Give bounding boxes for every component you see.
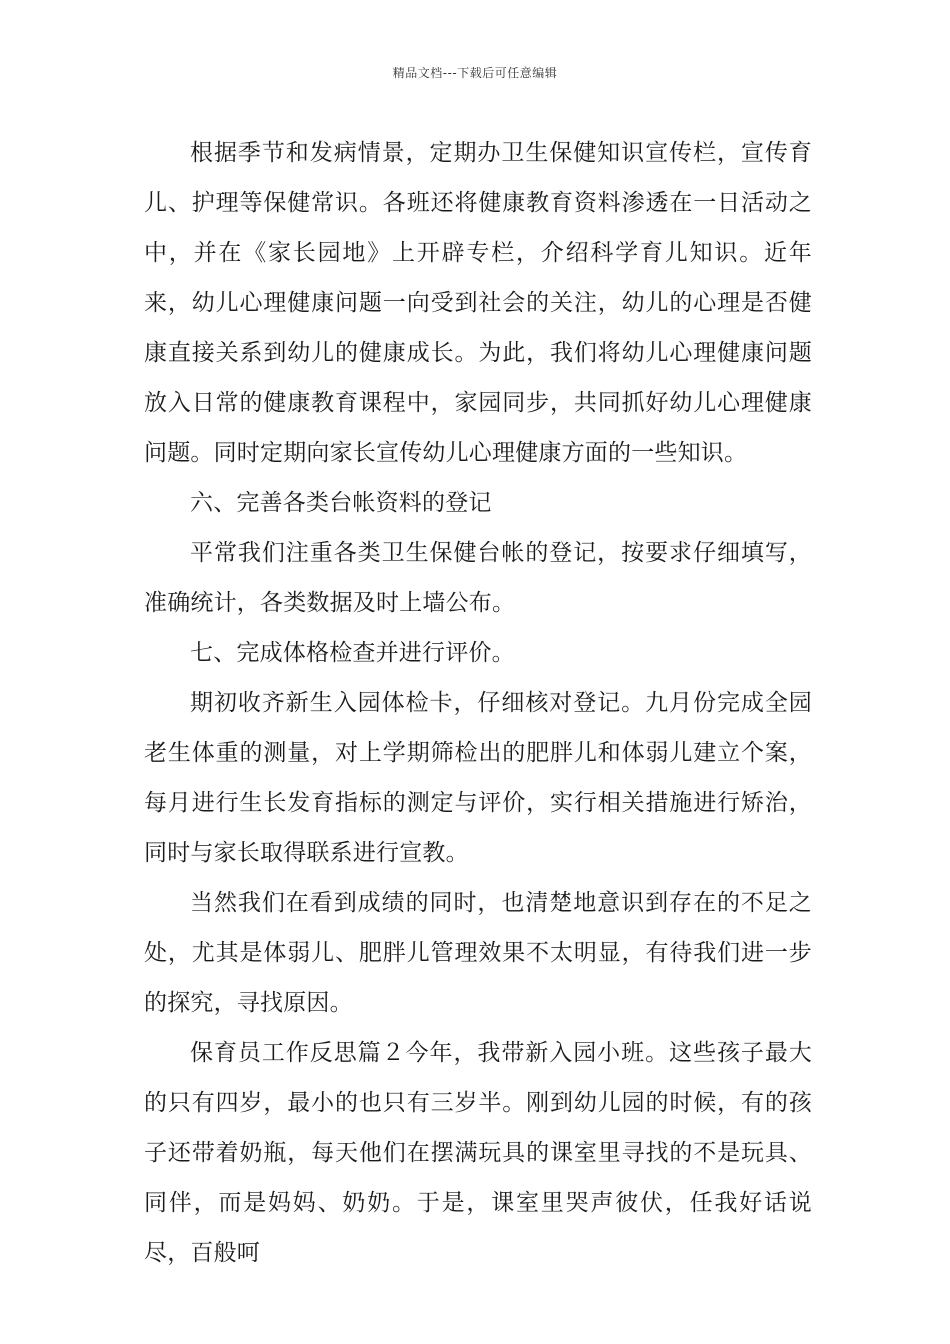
paragraph-reflection-2: 保育员工作反思篇２今年，我带新入园小班。这些孩子最大的只有四岁，最小的也只有三岁半。刚到幼儿园的时候，有的孩子还带着奶瓶，每天他们在摆满玩具的课室里寻找的不是玩具、同伴，而是妈妈、奶奶。于是，课室里哭声彼伏，任我好话说尽，百般呵 <box>144 1040 812 1266</box>
section-heading-six: 六、完善各类台帐资料的登记 <box>190 490 492 516</box>
paragraph-health-education: 根据季节和发病情景，定期办卫生保健知识宣传栏，宣传育儿、护理等保健常识。各班还将健康教育资料渗透在一日活动之中，并在《家长园地》上开辟专栏，介绍科学育儿知识。近年来，幼儿心理健康问题一向受到社会的关注，幼儿的心理是否健康直接关系到幼儿的健康成长。为此，我们将幼儿心理健康问题放入日常的健康教育课程中，家园同步，共同抓好幼儿心理健康问题。同时定期向家长宣传幼儿心理健康方面的一些知识。 <box>144 140 812 466</box>
paragraph-physical-exam: 期初收齐新生入园体检卡，仔细核对登记。九月份完成全园老生体重的测量，对上学期筛检出的肥胖儿和体弱儿建立个案，每月进行生长发育指标的测定与评价，实行相关措施进行矫治，同时与家长取得联系进行宣教。 <box>144 690 812 866</box>
paragraph-records: 平常我们注重各类卫生保健台帐的登记，按要求仔细填写，准确统计，各类数据及时上墙公布。 <box>144 540 812 616</box>
document-body <box>144 128 812 1278</box>
section-heading-seven: 七、完成体格检查并进行评价。 <box>190 640 515 666</box>
page-header: 精品文档---下载后可任意编辑 <box>392 66 558 80</box>
paragraph-shortcomings: 当然我们在看到成绩的同时，也清楚地意识到存在的不足之处，尤其是体弱儿、肥胖儿管理效果不太明显，有待我们进一步的探究，寻找原因。 <box>144 890 812 1016</box>
